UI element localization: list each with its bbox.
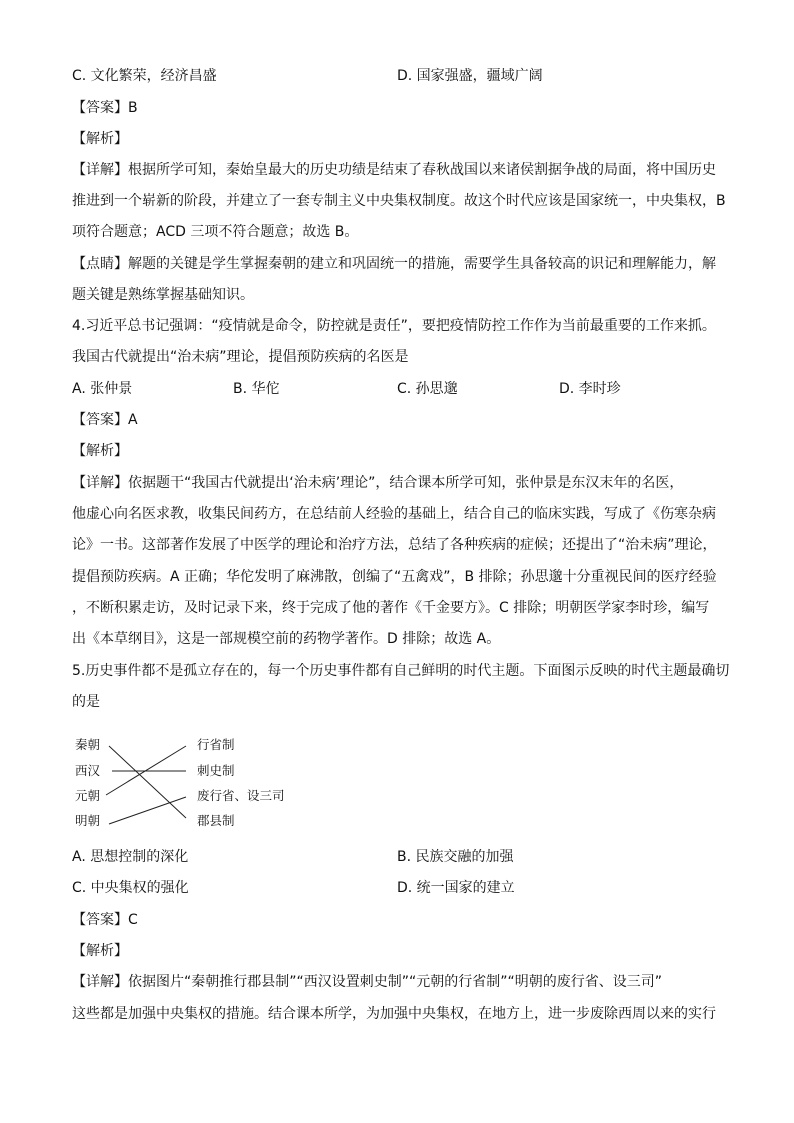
dynasty-label-ming: 明朝 [75,813,101,828]
q3-detail-line-1: 【详解】根据所学可知，秦始皇最大的历史功绩是结束了春秋战国以来诸侯割据争战的局面，将中国历史 [72,162,716,178]
system-label-inspector: 刺史制 [197,763,235,778]
q5-option-c: C. 中央集权的强化 [72,880,189,896]
q4-answer: 【答案】A [72,412,138,428]
q4-detail-line-6: 出《本草纲目》，这是一部规模空前的药物学著作。D 排除；故选 A。 [72,631,501,647]
system-label-commandery-county: 郡县制 [197,813,235,828]
dynasty-label-western-han: 西汉 [75,763,101,778]
q4-detail-line-4: 提倡预防疾病。A 正确；华佗发明了麻沸散，创编了“五禽戏”，B 排除；孙思邈十分重视民间的医疗经验 [72,569,717,585]
q4-detail-line-3: 论》一书。这部著作发展了中医学的理论和治疗方法，总结了各种疾病的症候；还提出了“治未病”理论， [72,537,717,553]
q4-stem-line-2: 我国古代就提出“治未病”理论，提倡预防疾病的名医是 [72,349,409,365]
dynasty-label-qin: 秦朝 [75,737,101,752]
q4-analysis-heading: 【解析】 [72,443,128,459]
link-ming-abolish [109,797,186,824]
q4-detail-line-2: 他虚心向名医求教，收集民间药方，在总结前人经验的基础上，结合自己的临床实践，写成了《伤寒杂病 [72,506,716,522]
q3-option-d: D. 国家强盛，疆域广阔 [397,68,543,84]
system-label-province: 行省制 [197,737,235,752]
q3-option-c: C. 文化繁荣，经济昌盛 [72,68,217,84]
q4-option-c: C. 孙思邈 [397,381,458,397]
q3-point-line-1: 【点睛】解题的关键是学生掌握秦朝的建立和巩固统一的措施，需要学生具备较高的识记和理解能力，解 [72,256,716,272]
q5-option-d: D. 统一国家的建立 [397,880,515,896]
q5-detail-line-2: 这些都是加强中央集权的措施。结合课本所学，为加强中央集权，在地方上，进一步废除西周以来的实行 [72,1006,716,1022]
q3-answer: 【答案】B [72,100,138,116]
q5-answer: 【答案】C [72,912,138,928]
q4-detail-line-1: 【详解】依据题干“我国古代就提出‘治未病’理论”，结合课本所学可知，张仲景是东汉末年的名医， [72,475,684,491]
q3-analysis-heading: 【解析】 [72,131,128,147]
q5-stem-line-2: 的是 [72,694,100,710]
q3-detail-line-3: 项符合题意；ACD 三项不符合题意；故选 B。 [72,224,359,240]
q5-detail-line-1: 【详解】依据图片“秦朝推行郡县制”“西汉设置刺史制”“元朝的行省制”“明朝的废行省、设三司” [72,974,663,990]
q3-detail-line-2: 推进到一个崭新的阶段，并建立了一套专制主义中央集权制度。故这个时代应该是国家统一，中央集权，B [72,193,726,209]
q5-option-b: B. 民族交融的加强 [397,849,514,865]
q5-option-a: A. 思想控制的深化 [72,849,189,865]
q4-stem-line-1: 4.习近平总书记强调：“疫情就是命令，防控就是责任”，要把疫情防控工作作为当前最重要的工作来抓。 [72,318,716,334]
q5-analysis-heading: 【解析】 [72,943,128,959]
q4-option-a: A. 张仲景 [72,381,133,397]
q4-option-d: D. 李时珍 [559,381,621,397]
q3-point-line-2: 题关键是熟练掌握基础知识。 [72,287,254,303]
link-qin-commandery [109,746,186,818]
system-label-abolish-province: 废行省、设三司 [197,788,285,803]
q5-stem-line-1: 5.历史事件都不是孤立存在的，每一个历史事件都有自己鲜明的时代主题。下面图示反映的时代主题最确切 [72,663,730,679]
dynasty-label-yuan: 元朝 [75,788,101,803]
q4-detail-line-5: ，不断积累走访，及时记录下来，终于完成了他的著作《千金要方》。C 排除；明朝医学家李时珍，编写 [72,600,710,616]
q4-option-b: B. 华佗 [233,381,280,397]
